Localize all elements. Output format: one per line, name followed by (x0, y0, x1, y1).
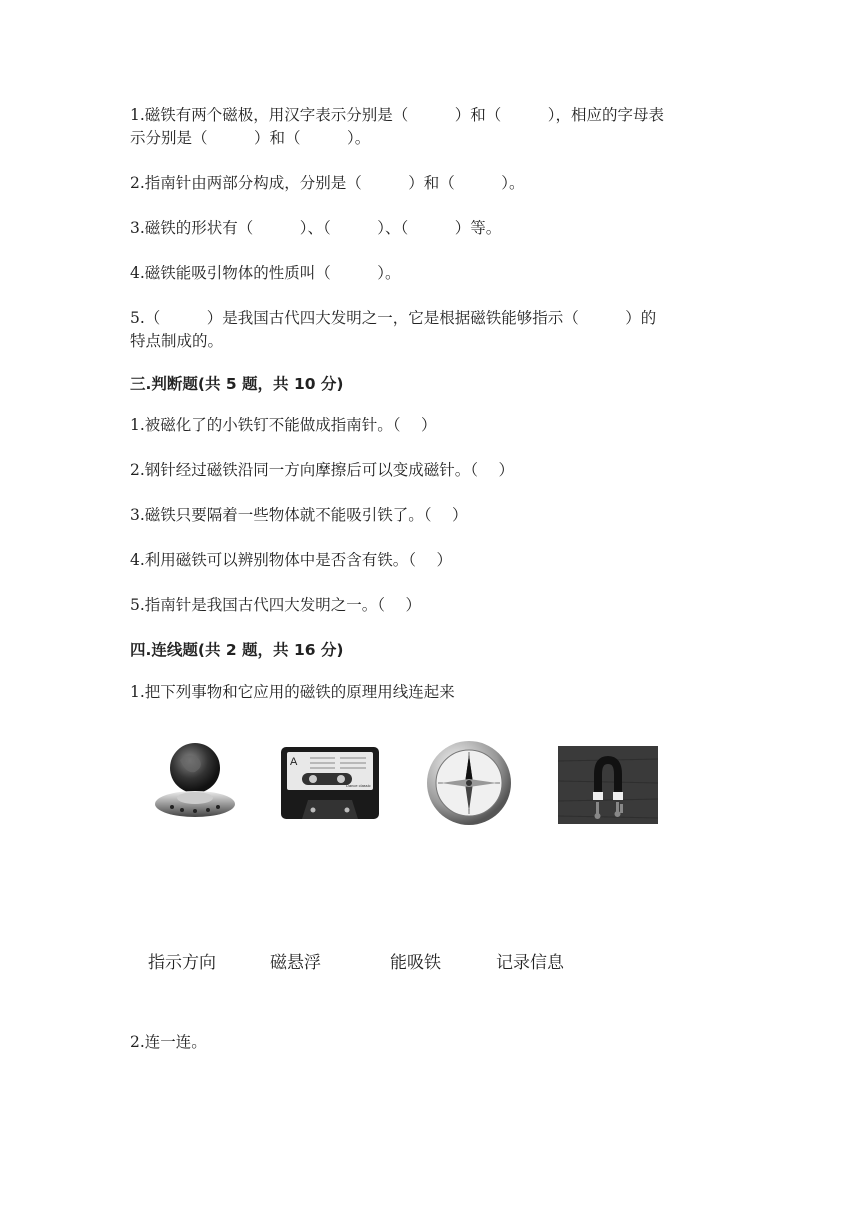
compass-image (426, 740, 512, 826)
question-2: 2.指南针由两部分构成，分别是（ ）和（ ）。 (130, 174, 525, 192)
judge-item-1: 1.被磁化了的小铁钉不能做成指南针。（ ） (130, 416, 437, 434)
question-4: 4.磁铁能吸引物体的性质叫（ ）。 (130, 264, 401, 282)
horseshoe-magnet-keys-image (558, 746, 658, 824)
cassette-brand: Dance classic (346, 783, 371, 788)
judge-item-4: 4.利用磁铁可以辨别物体中是否含有铁。（ ） (130, 551, 452, 569)
question-1-line-2: 示分别是（ ）和（ ）。 (130, 129, 371, 147)
label-direction: 指示方向 (148, 953, 216, 973)
cassette-tape-image (280, 746, 380, 820)
label-maglev: 磁悬浮 (270, 953, 321, 973)
section-4-heading: 四.连线题(共 2 题，共 16 分) (130, 641, 344, 659)
label-record-info: 记录信息 (496, 953, 564, 973)
question-1-line-1: 1.磁铁有两个磁极，用汉字表示分别是（ ）和（ ），相应的字母表 (130, 106, 665, 124)
label-attract-iron: 能吸铁 (390, 953, 441, 973)
question-5-line-1: 5.（ ）是我国古代四大发明之一，它是根据磁铁能够指示（ ）的 (130, 309, 657, 327)
maglev-globe-image (150, 738, 240, 828)
judge-item-5: 5.指南针是我国古代四大发明之一。（ ） (130, 596, 421, 614)
section-3-heading: 三.判断题(共 5 题，共 10 分) (130, 375, 344, 393)
judge-item-3: 3.磁铁只要隔着一些物体就不能吸引铁了。（ ） (130, 506, 468, 524)
matching-question-1: 1.把下列事物和它应用的磁铁的原理用线连起来 (130, 683, 455, 701)
question-5-line-2: 特点制成的。 (130, 332, 224, 350)
judge-item-2: 2.钢针经过磁铁沿同一方向摩擦后可以变成磁针。（ ） (130, 461, 514, 479)
matching-question-2: 2.连一连。 (130, 1033, 207, 1051)
cassette-letter: A (290, 756, 298, 768)
question-3: 3.磁铁的形状有（ ）、（ ）、（ ）等。 (130, 219, 502, 237)
